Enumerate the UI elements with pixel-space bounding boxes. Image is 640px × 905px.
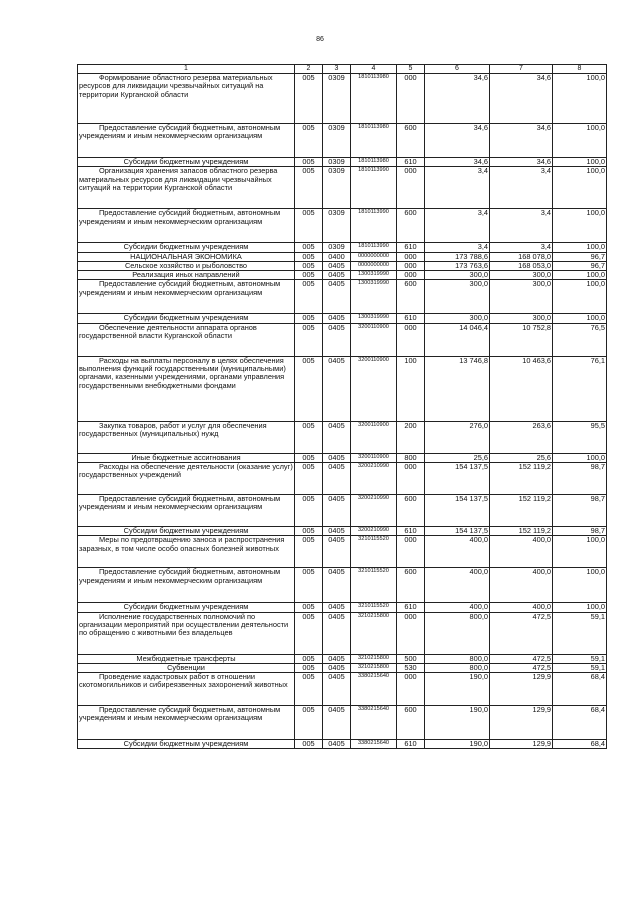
row-section-code: 0405 [323,673,351,706]
row-section-code: 0405 [323,421,351,453]
row-section-code: 0405 [323,356,351,421]
row-expense-type: 610 [397,243,425,252]
row-percent: 98,7 [553,526,607,535]
row-executed: 400,0 [490,568,553,603]
row-executed: 129,9 [490,740,553,749]
row-expense-type: 600 [397,280,425,314]
row-percent: 68,4 [553,673,607,706]
row-name: Иные бюджетные ассигнования [78,453,295,462]
row-name: Межбюджетные трансферты [78,654,295,663]
row-target-code: 1810113990 [351,167,397,209]
row-percent: 100,0 [553,280,607,314]
row-section-code: 0405 [323,654,351,663]
row-target-code: 3200110900 [351,453,397,462]
table-row [78,74,607,124]
row-planned: 13 746,8 [425,356,490,421]
row-admin-code: 005 [295,261,323,270]
row-expense-type: 100 [397,356,425,421]
table-row [78,603,607,612]
row-admin-code: 005 [295,243,323,252]
row-name: Субсидии бюджетным учреждениям [78,243,295,252]
row-executed: 300,0 [490,280,553,314]
row-percent: 100,0 [553,271,607,280]
row-admin-code: 005 [295,209,323,243]
row-name: Организация хранения запасов областного резерва материальных ресурсов для ликвидации чрезвычайных ситуаций на территории Курганской области [78,167,295,209]
row-admin-code: 005 [295,421,323,453]
row-section-code: 0405 [323,261,351,270]
row-section-code: 0309 [323,124,351,158]
row-percent: 76,5 [553,323,607,356]
row-name: Реализация иных направлений [78,271,295,280]
row-target-code: 1810113980 [351,74,397,124]
row-percent: 100,0 [553,158,607,167]
row-percent: 100,0 [553,167,607,209]
column-header: 5 [397,65,425,74]
row-target-code: 3210115520 [351,568,397,603]
column-header: 6 [425,65,490,74]
row-admin-code: 005 [295,673,323,706]
row-planned: 3,4 [425,243,490,252]
row-percent: 100,0 [553,314,607,323]
row-section-code: 0309 [323,209,351,243]
row-expense-type: 610 [397,526,425,535]
row-name: НАЦИОНАЛЬНАЯ ЭКОНОМИКА [78,252,295,261]
table-row [78,740,607,749]
row-executed: 34,6 [490,158,553,167]
row-planned: 34,6 [425,158,490,167]
column-header: 8 [553,65,607,74]
row-section-code: 0405 [323,612,351,654]
row-executed: 400,0 [490,603,553,612]
row-target-code: 0000000000 [351,261,397,270]
row-executed: 3,4 [490,243,553,252]
row-section-code: 0405 [323,280,351,314]
row-executed: 168 078,0 [490,252,553,261]
row-planned: 400,0 [425,536,490,568]
row-percent: 100,0 [553,209,607,243]
row-planned: 34,6 [425,124,490,158]
table-row [78,536,607,568]
row-target-code: 3210215800 [351,612,397,654]
row-name: Предоставление субсидий бюджетным, автономным учреждениям и иным некоммерческим организациям [78,706,295,740]
row-planned: 154 137,5 [425,494,490,526]
row-expense-type: 000 [397,536,425,568]
column-header: 2 [295,65,323,74]
table-row [78,494,607,526]
row-percent: 100,0 [553,243,607,252]
row-admin-code: 005 [295,663,323,672]
row-name: Субсидии бюджетным учреждениям [78,526,295,535]
row-planned: 190,0 [425,740,490,749]
row-executed: 25,6 [490,453,553,462]
row-admin-code: 005 [295,158,323,167]
row-executed: 129,9 [490,673,553,706]
row-executed: 263,6 [490,421,553,453]
row-target-code: 3380215640 [351,673,397,706]
row-section-code: 0405 [323,706,351,740]
table-row [78,612,607,654]
row-executed: 472,5 [490,663,553,672]
row-section-code: 0405 [323,536,351,568]
table-row [78,356,607,421]
row-name: Проведение кадастровых работ в отношении скотомогильников и сибиреязвенных захоронений животных [78,673,295,706]
row-name: Расходы на обеспечение деятельности (оказание услуг) государственных учреждений [78,462,295,494]
row-target-code: 3210115520 [351,536,397,568]
row-section-code: 0309 [323,243,351,252]
row-executed: 400,0 [490,536,553,568]
row-percent: 100,0 [553,603,607,612]
row-percent: 68,4 [553,706,607,740]
row-planned: 34,6 [425,74,490,124]
row-planned: 154 137,5 [425,526,490,535]
row-target-code: 3200110900 [351,323,397,356]
table-row [78,158,607,167]
row-expense-type: 000 [397,673,425,706]
row-expense-type: 800 [397,453,425,462]
row-executed: 472,5 [490,654,553,663]
row-admin-code: 005 [295,280,323,314]
table-row [78,124,607,158]
table-row [78,323,607,356]
row-section-code: 0405 [323,526,351,535]
row-executed: 129,9 [490,706,553,740]
row-percent: 59,1 [553,654,607,663]
row-admin-code: 005 [295,706,323,740]
row-expense-type: 000 [397,612,425,654]
row-expense-type: 200 [397,421,425,453]
row-admin-code: 005 [295,252,323,261]
table-row [78,280,607,314]
row-admin-code: 005 [295,271,323,280]
row-section-code: 0405 [323,494,351,526]
row-executed: 300,0 [490,314,553,323]
row-expense-type: 600 [397,209,425,243]
row-name: Предоставление субсидий бюджетным, автономным учреждениям и иным некоммерческим организациям [78,209,295,243]
row-name: Исполнение государственных полномочий по организации мероприятий при осуществлении деятельности по обращению с животными без владельцев [78,612,295,654]
row-expense-type: 600 [397,124,425,158]
row-executed: 3,4 [490,167,553,209]
row-target-code: 1810113980 [351,124,397,158]
row-admin-code: 005 [295,124,323,158]
row-section-code: 0309 [323,74,351,124]
row-executed: 300,0 [490,271,553,280]
row-name: Обеспечение деятельности аппарата органов государственной власти Курганской области [78,323,295,356]
row-admin-code: 005 [295,462,323,494]
table-row [78,663,607,672]
row-section-code: 0405 [323,271,351,280]
row-target-code: 3210215800 [351,663,397,672]
row-name: Сельское хозяйство и рыболовство [78,261,295,270]
row-name: Субвенции [78,663,295,672]
row-executed: 152 119,2 [490,526,553,535]
row-planned: 173 763,6 [425,261,490,270]
row-percent: 100,0 [553,74,607,124]
row-admin-code: 005 [295,494,323,526]
row-executed: 10 463,6 [490,356,553,421]
row-section-code: 0405 [323,323,351,356]
row-planned: 300,0 [425,280,490,314]
column-header: 1 [78,65,295,74]
row-percent: 59,1 [553,663,607,672]
page-number: 86 [316,36,324,43]
row-planned: 800,0 [425,663,490,672]
row-name: Субсидии бюджетным учреждениям [78,740,295,749]
row-admin-code: 005 [295,323,323,356]
row-planned: 190,0 [425,673,490,706]
table-row [78,209,607,243]
column-header: 3 [323,65,351,74]
row-section-code: 0405 [323,568,351,603]
table-row [78,243,607,252]
row-expense-type: 610 [397,740,425,749]
row-target-code: 3200110900 [351,356,397,421]
row-target-code: 3380215640 [351,706,397,740]
row-name: Предоставление субсидий бюджетным, автономным учреждениям и иным некоммерческим организациям [78,124,295,158]
row-admin-code: 005 [295,536,323,568]
row-target-code: 1300319990 [351,314,397,323]
row-executed: 34,6 [490,124,553,158]
table-row [78,167,607,209]
row-executed: 152 119,2 [490,494,553,526]
row-expense-type: 000 [397,252,425,261]
row-name: Предоставление субсидий бюджетным, автономным учреждениям и иным некоммерческим организациям [78,494,295,526]
table-body [78,74,607,749]
row-name: Расходы на выплаты персоналу в целях обеспечения выполнения функций государственными (муниципальными) органами, казенными учреждениями, органами управления государственными внебюджетными фондами [78,356,295,421]
row-section-code: 0309 [323,158,351,167]
row-planned: 300,0 [425,271,490,280]
row-planned: 400,0 [425,603,490,612]
row-percent: 100,0 [553,568,607,603]
row-admin-code: 005 [295,314,323,323]
row-target-code: 0000000000 [351,252,397,261]
column-header: 4 [351,65,397,74]
row-planned: 800,0 [425,612,490,654]
row-target-code: 1810113990 [351,209,397,243]
row-name: Закупка товаров, работ и услуг для обеспечения государственных (муниципальных) нужд [78,421,295,453]
row-expense-type: 530 [397,663,425,672]
row-admin-code: 005 [295,612,323,654]
row-percent: 98,7 [553,462,607,494]
row-admin-code: 005 [295,740,323,749]
row-section-code: 0400 [323,252,351,261]
row-expense-type: 610 [397,603,425,612]
row-target-code: 3380215640 [351,740,397,749]
row-expense-type: 000 [397,323,425,356]
row-section-code: 0309 [323,167,351,209]
table-row [78,261,607,270]
row-planned: 300,0 [425,314,490,323]
row-section-code: 0405 [323,314,351,323]
row-name: Предоставление субсидий бюджетным, автономным учреждениям и иным некоммерческим организациям [78,280,295,314]
row-name: Меры по предотвращению заноса и распространения заразных, в том числе особо опасных болезней животных [78,536,295,568]
row-planned: 190,0 [425,706,490,740]
row-percent: 68,4 [553,740,607,749]
row-admin-code: 005 [295,356,323,421]
row-expense-type: 600 [397,494,425,526]
table-row [78,462,607,494]
row-expense-type: 600 [397,568,425,603]
row-section-code: 0405 [323,462,351,494]
row-expense-type: 000 [397,74,425,124]
row-planned: 14 046,4 [425,323,490,356]
row-target-code: 1810113990 [351,243,397,252]
row-expense-type: 600 [397,706,425,740]
table-row [78,421,607,453]
row-target-code: 3200210990 [351,462,397,494]
row-planned: 154 137,5 [425,462,490,494]
row-target-code: 3200210990 [351,526,397,535]
row-target-code: 3200110900 [351,421,397,453]
row-percent: 96,7 [553,261,607,270]
row-expense-type: 000 [397,271,425,280]
row-section-code: 0405 [323,603,351,612]
row-name: Формирование областного резерва материальных ресурсов для ликвидации чрезвычайных ситуаций на территории Курганской области [78,74,295,124]
table-row [78,314,607,323]
row-percent: 59,1 [553,612,607,654]
row-percent: 98,7 [553,494,607,526]
row-planned: 173 788,6 [425,252,490,261]
row-name: Предоставление субсидий бюджетным, автономным учреждениям и иным некоммерческим организациям [78,568,295,603]
row-section-code: 0405 [323,663,351,672]
row-name: Субсидии бюджетным учреждениям [78,603,295,612]
row-planned: 25,6 [425,453,490,462]
table-row [78,526,607,535]
table-row [78,271,607,280]
row-executed: 34,6 [490,74,553,124]
row-target-code: 1810113980 [351,158,397,167]
row-admin-code: 005 [295,603,323,612]
row-planned: 800,0 [425,654,490,663]
table-row [78,706,607,740]
row-admin-code: 005 [295,167,323,209]
budget-table [77,64,607,749]
row-expense-type: 610 [397,158,425,167]
table-row [78,453,607,462]
row-target-code: 3200210990 [351,494,397,526]
table-header-row [78,65,607,74]
table-row [78,252,607,261]
table-row [78,568,607,603]
table-row [78,654,607,663]
row-admin-code: 005 [295,568,323,603]
row-expense-type: 500 [397,654,425,663]
row-percent: 96,7 [553,252,607,261]
row-executed: 10 752,8 [490,323,553,356]
row-executed: 168 053,0 [490,261,553,270]
row-target-code: 1300319990 [351,271,397,280]
row-target-code: 3210115520 [351,603,397,612]
row-planned: 3,4 [425,167,490,209]
row-target-code: 3210215800 [351,654,397,663]
row-section-code: 0405 [323,740,351,749]
row-percent: 100,0 [553,536,607,568]
row-planned: 276,0 [425,421,490,453]
row-percent: 100,0 [553,124,607,158]
row-target-code: 1300319990 [351,280,397,314]
column-header: 7 [490,65,553,74]
row-admin-code: 005 [295,654,323,663]
table-row [78,673,607,706]
row-admin-code: 005 [295,526,323,535]
row-section-code: 0405 [323,453,351,462]
row-executed: 472,5 [490,612,553,654]
row-percent: 95,5 [553,421,607,453]
row-percent: 100,0 [553,453,607,462]
row-expense-type: 610 [397,314,425,323]
row-expense-type: 000 [397,462,425,494]
row-executed: 152 119,2 [490,462,553,494]
row-planned: 400,0 [425,568,490,603]
row-expense-type: 000 [397,167,425,209]
row-name: Субсидии бюджетным учреждениям [78,314,295,323]
row-admin-code: 005 [295,74,323,124]
row-percent: 76,1 [553,356,607,421]
row-planned: 3,4 [425,209,490,243]
row-executed: 3,4 [490,209,553,243]
row-expense-type: 000 [397,261,425,270]
row-name: Субсидии бюджетным учреждениям [78,158,295,167]
row-admin-code: 005 [295,453,323,462]
